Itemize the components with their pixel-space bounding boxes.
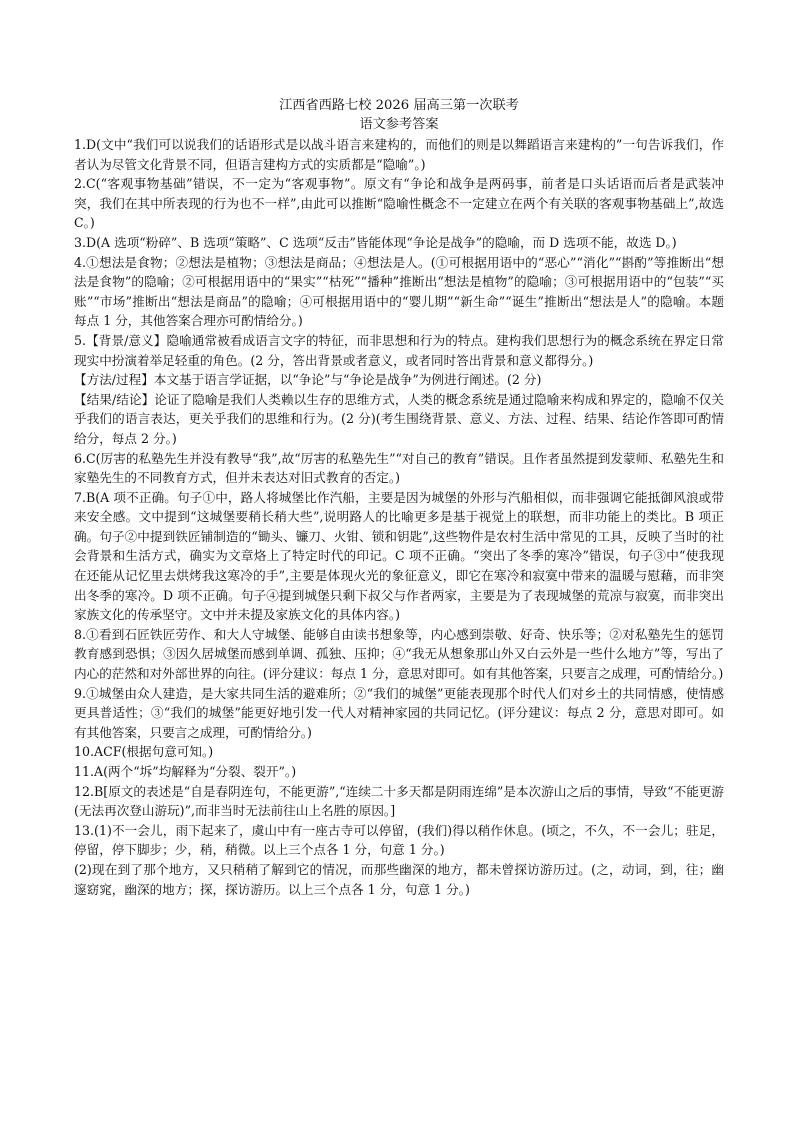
answer-2: 2.C(“客观事物基础”错误，不一定为“客观事物”。原文有“争论和战争是两码事，前者是口头话语而后者是武装冲突，我们在其中所表现的行为也不一样”,由此可以推断“隐喻性概念不一定建立在两个有关联的客观事物基础上”,故选 C。) bbox=[74, 176, 724, 231]
answer-12: 12.B[原文的表述是“自是春阴连句，不能更游”,“连续二十多天都是阴雨连绵”是本次游山之后的事情，导致“不能更游(无法再次登山游玩)”,而非当时无法前往山上名胜的原因。] bbox=[74, 783, 724, 819]
answer-key-page bbox=[74, 96, 724, 899]
answer-9: 9.①城堡由众人建造，是大家共同生活的避难所；②“我们的城堡”更能表现那个时代人们对乡土的共同情感，使情感更具普适性；③“我们的城堡”能更好地引发一代人对精神家园的共同记忆。(评分建议：每点 2 分，意思对即可。如有其他答案，只要言之成理，可酌情给分。) bbox=[74, 685, 724, 740]
answer-5-background: 5.【背景/意义】隐喻通常被看成语言文字的特征，而非思想和行为的特点。建构我们思想行为的概念系统在界定日常现实中扮演着举足轻重的角色。(2 分，答出背景或者意义，或者同时答出背景和意义都得分。) bbox=[74, 332, 724, 368]
answer-13-2: (2)现在到了那个地方，又只稍稍了解到它的情况，而那些幽深的地方，都未曾探访游历过。(之，动词，到，往；幽邃窈窕，幽深的地方；探，探访游历。以上三个点各 1 分，句意 1 分。) bbox=[74, 861, 724, 897]
answer-5-result: 【结果/结论】论证了隐喻是我们人类赖以生存的思维方式，人类的概念系统是通过隐喻来构成和界定的，隐喻不仅关乎我们的语言表达，更关乎我们的思维和行为。(2 分)(考生围绕背景、意义、方法、过程、结果、结论作答即可酌情给分，每点 2 分。) bbox=[74, 391, 724, 446]
answer-5-method: 【方法/过程】本文基于语言学证据，以“争论”与“争论是战争”为例进行阐述。(2 分) bbox=[74, 372, 542, 388]
page-title: 江西省西路七校 2026 届高三第一次联考 bbox=[279, 98, 519, 113]
answer-1: 1.D(文中“我们可以说我们的话语形式是以战斗语言来建构的，而他们的则是以舞蹈语言来建构的”一句告诉我们，作者认为尽管文化背景不同，但语言建构方式的实质都是“隐喻”。) bbox=[74, 137, 724, 172]
answer-8: 8.①看到石匠铁匠劳作、和大人守城堡、能够自由读书想象等，内心感到崇敬、好奇、快乐等；②对私塾先生的惩罚教育感到恐惧；③因久居城堡而感到单调、孤独、压抑；④“我无从想象那山外又白云外是一些什么地方”等，写出了内心的茫然和对外部世界的向往。(评分建议：每点 1 分，意思对即可。如有其他答案，只要言之成理，可酌情给分。) bbox=[74, 626, 724, 682]
answer-3: 3.D(A 选项“粉碎”、B 选项“策略”、C 选项“反击”皆能体现“争论是战争”的隐喻，而 D 选项不能，故选 D。) bbox=[74, 234, 677, 250]
answer-11: 11.A(两个“坼”均解释为“分裂、裂开”。) bbox=[74, 764, 297, 779]
answer-13-1: 13.(1)不一会儿，雨下起来了，虞山中有一座古寺可以停留，(我们)得以稍作休息。(顷之，不久，不一会儿；驻足，停留，停下脚步；少，稍，稍微。以上三个点各 1 分，句意 1 分。) bbox=[74, 822, 724, 858]
answer-7: 7.B(A 项不正确。句子①中，路人将城堡比作汽船，主要是因为城堡的外形与汽船相似，而非强调它能抵御风浪或带来安全感。文中提到“这城堡要稍长稍大些”,说明路人的比喻更多是基于视觉上的联想，而非功能上的类比。B 项正确。句子②中提到铁匠铺制造的“锄头、镰刀、火钳、锁和钥匙”,这些物件是农村生活中常见的工具，反映了当时的社会背景和生活方式，确实为文章烙上了特定时代的印记。C 项不正确。“突出了冬季的寒冷”错误，句子③中“使我现在还能从记忆里去烘烤我这寒冷的手”,主要是体现火光的象征意义，即它在寒冷和寂寞中带来的温暖与慰藉，而非突出冬季的寒冷。D 项不正确。句子④提到城堡只剩下叔父与作者两家，主要是为了表现城堡的荒凉与寂寞，而非突出家族文化的传承坚守。文中并未提及家族文化的具体内容。) bbox=[74, 489, 724, 623]
answer-4: 4.①想法是食物；②想法是植物；③想法是商品；④想法是人。(①可根据用语中的“恶心”“消化”“斟酌”等推断出“想法是食物”的隐喻；②可根据用语中的“果实”“枯死”“播种”推断出“想法是植物”的隐喻；③可根据用语中的“包装”“买账”“市场”推断出“想法是商品”的隐喻；④可根据用语中的“婴儿期”“新生命”“诞生”推断出“想法是人”的隐喻。本题每点 1 分，其他答案合理亦可酌情给分。) bbox=[74, 254, 724, 329]
answer-6: 6.C(厉害的私塾先生并没有教导“我”,故“厉害的私塾先生”“对自己的教育”错误。且作者虽然提到发蒙师、私塾先生和家塾先生的不同教育方式，但并未表达对旧式教育的否定。) bbox=[74, 450, 724, 486]
answer-10: 10.ACF(根据句意可知。) bbox=[74, 744, 214, 760]
page-subtitle: 语文参考答案 bbox=[359, 117, 439, 132]
